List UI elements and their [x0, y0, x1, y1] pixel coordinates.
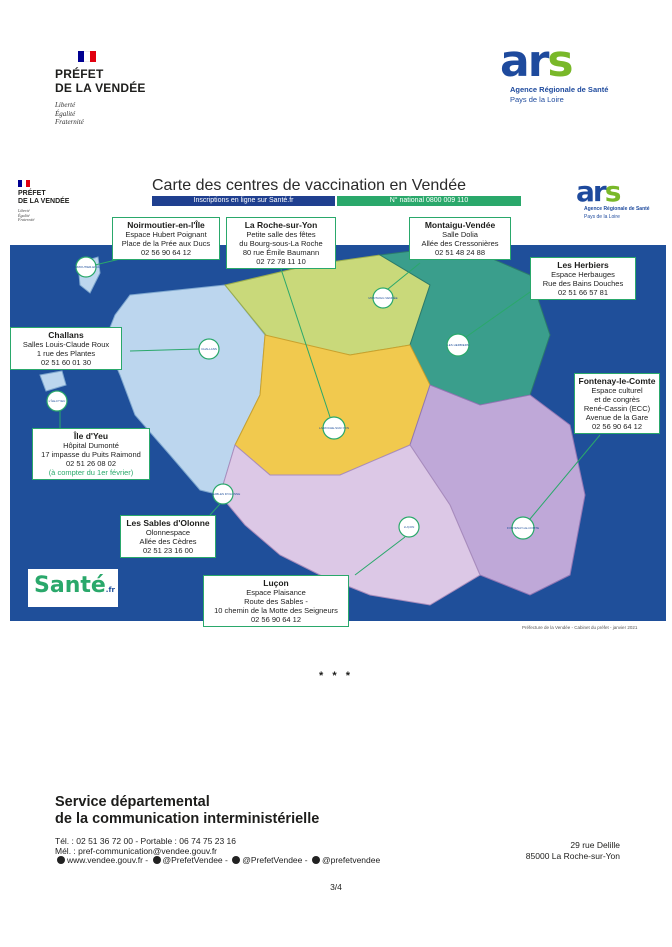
centre-address: Avenue de la Gare [585, 413, 649, 422]
poster-republic-motto [18, 209, 34, 223]
callout-herbiers [530, 257, 636, 300]
prefet-title [55, 67, 146, 95]
marianne-flag-icon [78, 51, 96, 62]
facebook-icon [232, 856, 240, 864]
centre-phone: 02 56 90 64 12 [250, 615, 302, 624]
marker-label-montaigu: MONTAIGU-VENDÉE [368, 296, 398, 300]
centre-name: Luçon [263, 578, 289, 588]
centre-venue: Espace Plaisance [246, 588, 306, 597]
poster-prefet-line2: DE LA VENDÉE [18, 198, 70, 205]
sante-wordmark-suffix: .fr [105, 586, 115, 594]
prefet-title-line2: DE LA VENDÉE [55, 81, 146, 95]
centre-phone: 02 51 26 08 02 [65, 459, 117, 468]
centre-venue-2: et de congrès [594, 395, 640, 404]
centre-phone: 02 51 66 57 81 [557, 288, 609, 297]
centre-venue: Espace Hubert Poignant [125, 230, 207, 239]
contact-block [55, 837, 380, 866]
map-credit: Préfecture de la Vendée - Cabinet du préfet - janvier 2021 [522, 625, 638, 630]
centre-name: Les Sables d'Olonne [126, 518, 210, 528]
leader-sables [210, 504, 220, 515]
centre-address-2: 10 chemin de la Motte des Seigneurs [214, 606, 338, 615]
marker-label-roche: LA ROCHE-SUR-YON [318, 426, 350, 430]
postal-address [470, 840, 620, 862]
callout-fontenay [574, 373, 660, 434]
centre-venue: Espace culturel [591, 386, 643, 395]
poster-prefet-line1: PRÉFET [18, 190, 46, 197]
marker-label-challans: CHALLANS [201, 347, 217, 351]
address-city: 85000 La Roche-sur-Yon [525, 851, 620, 861]
marker-label-noirmoutier: NOIRMOUTIER-EN-ÎLE [69, 265, 103, 269]
facebook-link[interactable]: @PrefetVendee [242, 855, 303, 865]
page-number: 3/4 [330, 882, 342, 892]
vaccination-map-poster [10, 170, 666, 635]
instagram-link[interactable]: @prefetvendee [321, 855, 381, 865]
centre-address: 80 rue Émile Baumann [242, 248, 320, 257]
sante-fr-wordmark [34, 573, 115, 598]
prefet-title-line1: PRÉFET [55, 67, 104, 81]
centre-venue: Olonnespace [145, 528, 191, 537]
sante-wordmark-text: Santé [34, 573, 106, 598]
sante-fr-logo [28, 569, 118, 607]
centre-phone: 02 51 60 01 30 [40, 358, 92, 367]
motto-liberte: Liberté [55, 101, 76, 109]
centre-address: 17 impasse du Puits Raimond [41, 450, 141, 459]
centre-name: Fontenay-le-Comte [578, 376, 656, 386]
centre-address: Rue des Bains Douches [542, 279, 624, 288]
callout-yeu [32, 428, 150, 480]
poster-ars-agency: Agence Régionale de Santé [584, 206, 650, 212]
ars-region-name: Pays de la Loire [510, 95, 564, 104]
contact-email: Mél. : pref-communication@vendee.gouv.fr [55, 845, 218, 856]
centre-name: La Roche-sur-Yon [244, 220, 318, 230]
poster-marianne-flag-icon [18, 180, 30, 187]
centre-phone: 02 51 48 24 88 [434, 248, 486, 257]
callout-montaigu [409, 217, 511, 260]
republic-motto [55, 101, 84, 127]
centre-venue-3: René-Cassin (ECC) [583, 404, 651, 413]
social-links: www.vendee.gouv.fr - @PrefetVendee - @PrefetVendee - @prefetvendee [55, 856, 380, 866]
website-link[interactable]: www.vendee.gouv.fr [67, 855, 143, 865]
globe-icon [57, 856, 65, 864]
centre-phone: 02 56 90 64 12 [591, 422, 643, 431]
centre-phone: 02 72 78 11 10 [256, 257, 306, 266]
centre-venue-2: du Bourg-sous-La Roche [239, 239, 323, 248]
poster-motto-liberte: Liberté [18, 208, 30, 213]
centre-address: Allée des Cressonières [421, 239, 499, 248]
callout-noirmoutier [112, 217, 220, 260]
contact-phone: Tél. : 02 51 36 72 00 - Portable : 06 74 75 23 16 [55, 836, 236, 846]
centre-phone: 02 56 90 64 12 [140, 248, 192, 257]
service-title-line1: Service départemental [55, 794, 210, 810]
island-yeu [40, 371, 66, 391]
centre-address: 1 rue des Plantes [36, 349, 96, 358]
ars-agency-name: Agence Régionale de Santé [510, 85, 609, 94]
callout-roche [226, 217, 336, 269]
centre-address: Route des Sables - [244, 597, 308, 606]
centre-note: (à compter du 1er février) [48, 468, 134, 477]
centre-address: Place de la Prée aux Ducs [121, 239, 211, 248]
motto-egalite: Égalité [55, 109, 76, 118]
poster-ars-region: Pays de la Loire [584, 214, 620, 220]
callout-lucon [203, 575, 349, 627]
service-title-line2: de la communication interministérielle [55, 811, 320, 827]
section-separator: * * * [319, 670, 353, 682]
marker-label-sables: LES SABLES D'OLONNE [205, 492, 241, 496]
national-number-bar: N° national 0800 009 110 [337, 196, 521, 206]
poster-motto-egalite: Égalité [18, 212, 30, 218]
marker-label-herbiers: LES HERBIERS [447, 343, 469, 347]
callout-sables [120, 515, 216, 558]
centre-venue: Salles Louis-Claude Roux [22, 340, 110, 349]
centre-name: Montaigu-Vendée [424, 220, 496, 230]
twitter-icon [153, 856, 161, 864]
ars-logo-wordmark: ars [500, 36, 572, 87]
callout-challans [10, 327, 122, 370]
motto-fraternite: Fraternité [55, 118, 84, 126]
poster-motto-fraternite: Fraternité [18, 217, 35, 222]
centre-venue: Hôpital Dumonté [63, 441, 119, 450]
poster-prefet-title [18, 190, 69, 206]
address-street: 29 rue Delille [570, 840, 620, 850]
marker-label-fontenay: FONTENAY-LE-COMTE [506, 526, 540, 530]
marker-label-lucon: LUÇON [403, 525, 415, 529]
ars-logo [500, 36, 620, 110]
centre-name: Île d'Yeu [73, 431, 109, 441]
centre-name: Challans [48, 330, 84, 340]
centre-venue: Salle Dolia [442, 230, 478, 239]
twitter-link[interactable]: @PrefetVendee [162, 855, 223, 865]
instagram-icon [312, 856, 320, 864]
centre-address: Allée des Cèdres [139, 537, 197, 546]
centre-venue: Espace Herbauges [551, 270, 615, 279]
centre-name: Noirmoutier-en-l'Île [127, 220, 205, 230]
poster-ars-wordmark: ars [576, 175, 620, 208]
centre-name: Les Herbiers [557, 260, 609, 270]
poster-title: Carte des centres de vaccination en Vendée [152, 177, 466, 194]
centre-venue: Petite salle des fêtes [246, 230, 316, 239]
centre-phone: 02 51 23 16 00 [142, 546, 194, 555]
online-registration-bar: Inscriptions en ligne sur Santé.fr [152, 196, 335, 206]
poster-ars-logo [576, 175, 656, 222]
marker-label-yeu: L'ÎLE-D'YEU [48, 399, 66, 403]
